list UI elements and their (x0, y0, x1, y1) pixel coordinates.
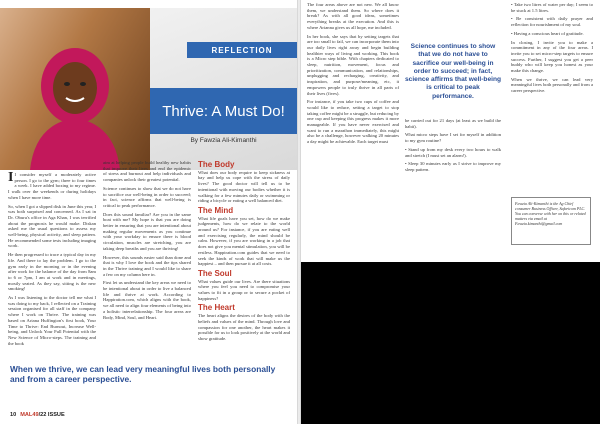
subheading-body: The Body (198, 160, 235, 169)
paragraph: First let us understand the key areas we need to be intentional about in order to live a balanced life and thrive at work. According to Happiration.com, which aligns with the book, we all need to align four elements of being into a holistic interrelationship. The four areas are Body, Mind, Soul, and Heart. (103, 280, 191, 320)
author-bio: Fawzia Ali-Kimanthi is the Ag Chief consumer Business Officer, Safaricom PLC. You can converse with her on this or related matters via email at Fawzia.kimanthi@gmail.com (511, 197, 591, 245)
dark-image-panel (301, 262, 600, 424)
paragraph: What does our body require to keep sickness at bay and help us cope with the stress of daily lives? The good doctor will tell us to be intentional with moving our bodies whether it is walking for a few minutes daily or swimming or riding a bicycle or eating a well balanced diet. (198, 169, 290, 204)
article-title: Thrive: A Must Do! (162, 102, 285, 120)
paragraph (8, 172, 96, 201)
pull-quote: When we thrive, we can lead very meaningful lives both personally and from a career perspective. (10, 364, 276, 384)
paragraph: When we thrive, we can lead very meaningful lives both personally and from a career perspective. (511, 76, 593, 94)
right-column-2 (405, 118, 501, 208)
paragraph: So, when I got a slipped disk in June this year, I was both surprised and concerned. As I sat in Dr. Oburu's office in Aga Khan, I was terrified about the prognosis he would make. Diskan asked me the usual questions to assess my well-being, physical activity, and sleep pattern. He recommended some tests including imaging work. (8, 203, 96, 249)
paragraph: aim at helping people build healthy new habits that improve their lives and end the epidemic of stress and burnout and help individuals and companies unlock their greatest potential. (103, 160, 191, 183)
issue-label: /22 ISSUE (38, 412, 65, 418)
paragraph: The heart aligns the desires of the body with the beliefs and values of the mind. Through love and compassion for one another, the heart makes it possible for us to look positively at the world and show gratitude. (198, 313, 290, 341)
author-portrait (20, 28, 130, 170)
bullet-item: • Stand up from my desk every two hours to walk and stretch (I must set an alarm!). (405, 146, 501, 158)
paragraph: For instance, if you take two cups of coffee and would like to reduce, setting a target to stop taking coffee might be a struggle, but reducing by one cup and keeping this progress makes it more manageable. If you have never exercised and want to run a marathon immediately, this might also be a challenge, however walking 20 minutes a day might be achievable. Each target must (307, 99, 399, 145)
paragraph: Does this sound familiar? Are you in the same boat with me? My hope is that you are doing better in ensuring that you are intentional about making regular movements as you continue with your workday to ensure there is blood circulation, muscles are stretching, you are taking deep breaths and you are thriving! (103, 211, 191, 251)
left-column-1 (8, 172, 96, 362)
paragraph: The four areas above are not new. We all know them, we understand them. So where does it break? As with all good ideas, sometimes everything breaks at the execution. And this is where Arianna gives us all hope, me included. (307, 2, 399, 30)
bullet-item: • Having a conscious heart of gratitude. (511, 30, 584, 36)
section-tab: REFLECTION (187, 42, 297, 58)
left-column-3 (198, 158, 290, 362)
bullet-item: • Be consistent with daily prayer and reflection for nourishment of my soul. (511, 16, 593, 28)
paragraph: However, this sounds easier said than done and that is why I love the book and the tips shared in the Thrive training and I would like to share a few on my column here in. (103, 254, 191, 277)
right-column-1 (307, 2, 399, 252)
subheading-heart: The Heart (198, 303, 235, 313)
page-number: 10 (10, 412, 17, 418)
paragraph: What life goals have you set, how do we make judgements, how do we relate to the world around us? For instance, if you are eating well and exercising regularly, the mind should be calm. However, if you are working in a job that does not give you mental stimulation, you will be restless. Happiration.com guides that we need to seek the kinds of work that will make us the happiest – and then pursue it at all costs. (198, 215, 290, 267)
paragraph: In her book, she says that by setting targets that are too small to fail, we can incorporate them into our daily lives right away and begin building healthier ways of living and working. This book is a Micro step bible. With chapters dedicated to sleep, nutrition, movement, focus and prioritization, communication, and relationships, unplugging and recharging, creativity, and inspiration, and purpose/meaning, etc, it empowers people to truly thrive in all parts of their lives (fives). (307, 33, 399, 96)
byline: By Fawzia Ali-Kimanthi (190, 137, 257, 144)
paragraph: What values guide our lives. Are there situations where you feel you need to compromise your values to fit in a group or to secure a pocket of happiness? (198, 278, 290, 301)
bullet-item: • Sleep 30 minutes early as I strive to improve my sleep pattern. (405, 161, 501, 172)
paragraph: be carried out for 21 days (at least as we build the habit). (405, 118, 501, 129)
pull-quote-right: Science continues to show that we do not have to sacrifice our well-being in order to succeed; in fact, science affirms that well-being is critical to peak performance. (405, 43, 502, 100)
paragraph: In closing, I invite you to make a commitment in any of the four areas. I invite you to set micro-step targets to ensure success. Further, I suggest you get a peer buddy who will keep you honest as your make this change. (511, 39, 593, 74)
magazine-name: MAL49 (20, 412, 39, 418)
header-banner (0, 8, 297, 170)
paragraph: What micro steps have I set for myself in addition to my gym routine? (405, 132, 501, 144)
bullet-item: • Take two litres of water per day; I seem to be stuck at 1.5 litres. (511, 2, 593, 13)
right-page (301, 0, 600, 424)
left-page (0, 0, 297, 424)
paragraph: Science continues to show that we do not have to sacrifice our well-being in order to succeed; in fact, science affirms that well-being is critical to peak performance. (103, 185, 191, 208)
page-footer (10, 410, 65, 420)
subheading-soul: The Soul (198, 268, 232, 278)
title-band (150, 88, 297, 134)
subheading-mind: The Mind (198, 205, 234, 215)
paragraph-text: I consider myself a moderately active person. I go to the gym; three to four times a week. I have added boxing to my regime. I walk over the weekends or during holidays when I have more time. (8, 172, 96, 200)
paragraph: As I was listening to the doctor tell me what I was doing to my back, I reflected on a Training session organised for all staff in the company where I work on Thrive. The training was based on Ariana Huffington's first book, Your Time to Thrive: End Burnout, Increase Well-being, and Unlock Your Full Potential with the New Science of Micro-steps. The training and the book (8, 295, 96, 346)
left-column-2 (103, 160, 191, 360)
right-column-3 (511, 2, 593, 192)
paragraph: He then progressed to trace a typical day in my life. And there to lay the problem. I go to the gym early in the morning or in the evening after work for the balance of the day from 8am to 6 or 7pm, I am at work and in meetings, mostly seated. As they say, sitting is the new smoking! (8, 252, 96, 292)
drop-cap: I (8, 170, 14, 185)
